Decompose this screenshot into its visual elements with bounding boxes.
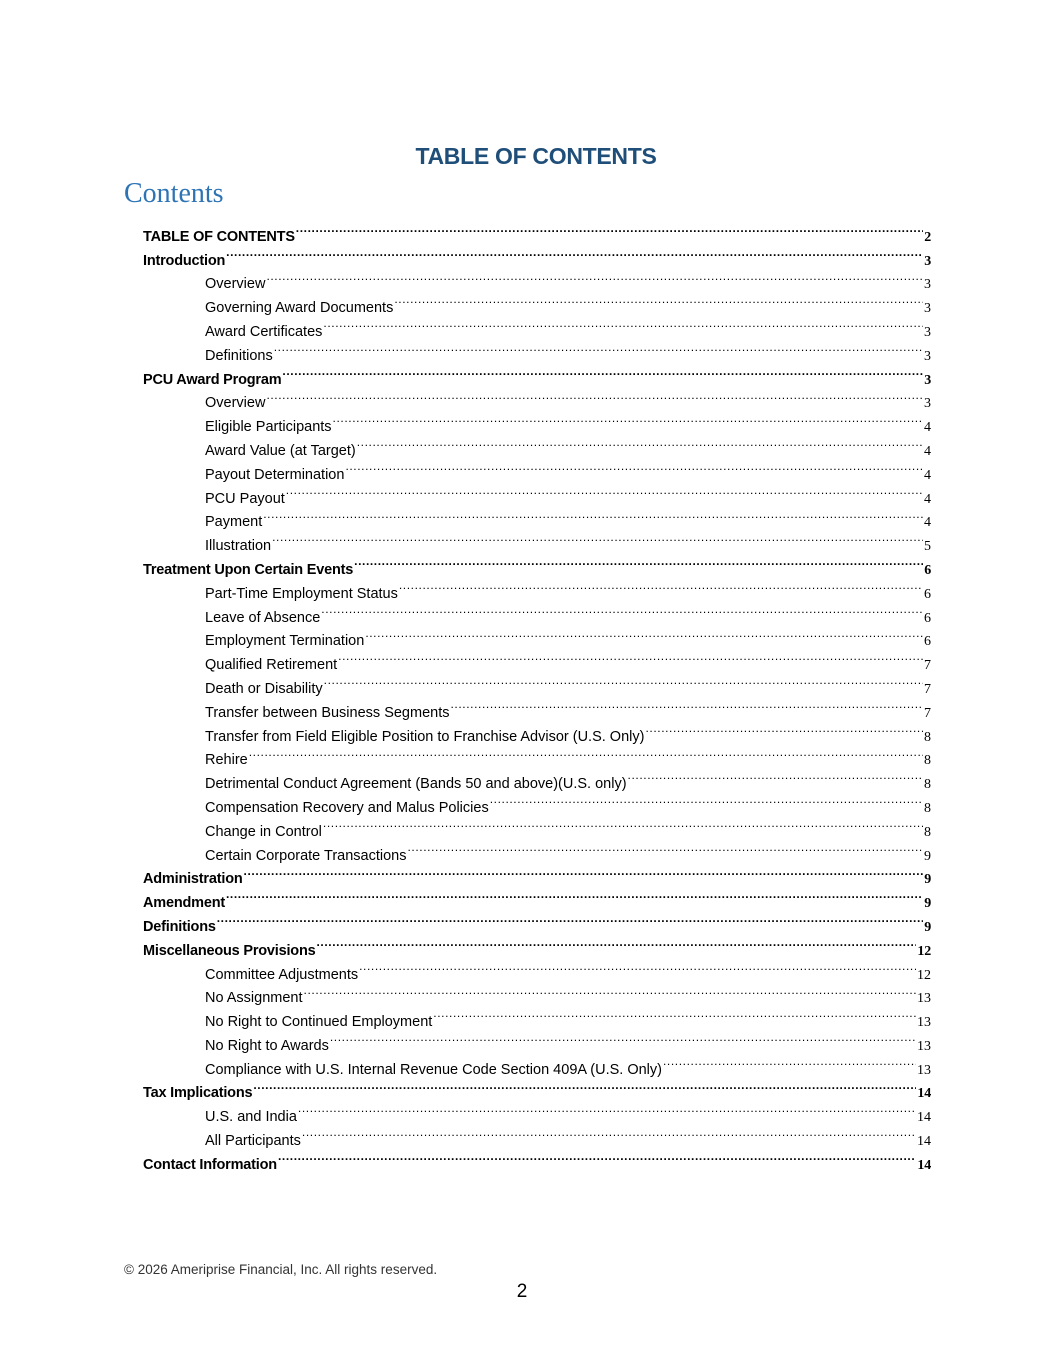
dot-leader	[253, 1074, 916, 1098]
toc-entry-title[interactable]: Change in Control	[205, 823, 322, 840]
toc-entry-title[interactable]: TABLE OF CONTENTS	[143, 228, 295, 245]
dot-leader	[323, 812, 923, 836]
toc-entry-title[interactable]: Part-Time Employment Status	[205, 585, 398, 602]
dot-leader	[317, 931, 917, 955]
toc-entry-title[interactable]: All Participants	[205, 1133, 301, 1150]
toc-entry-title[interactable]: Qualified Retirement	[205, 657, 338, 674]
toc-section-entry[interactable]	[143, 241, 931, 269]
toc-page-number: 4	[924, 443, 931, 459]
toc-page-number: 6	[924, 586, 931, 602]
toc-page-number: 3	[924, 277, 931, 293]
toc-entry-title[interactable]: Definitions	[143, 918, 216, 935]
toc-page-number: 3	[924, 372, 931, 388]
page-number: 2	[516, 1281, 528, 1302]
toc-entry-title[interactable]: Detrimental Conduct Agreement (Bands 50 and above)(U.S. only)	[205, 776, 627, 793]
toc-section-entry[interactable]	[143, 931, 931, 959]
toc-entry-title[interactable]: Certain Corporate Transactions	[205, 847, 407, 864]
toc-page-number: 3	[924, 301, 931, 317]
toc-page-number: 14	[917, 1086, 931, 1102]
toc-subsection-entry[interactable]	[205, 384, 931, 412]
dot-leader	[628, 764, 923, 788]
table-of-contents	[0, 217, 1055, 1173]
dot-leader	[399, 574, 923, 598]
toc-page-number: 8	[924, 753, 931, 769]
toc-entry-title[interactable]: Transfer between Business Segments	[205, 704, 450, 721]
dot-leader	[298, 1097, 916, 1121]
toc-entry-title[interactable]: Overview	[205, 276, 266, 293]
toc-entry-title[interactable]: Rehire	[205, 752, 248, 769]
copyright-notice: © 2026 Ameriprise Financial, Inc. All rights reserved.	[124, 1262, 438, 1277]
dot-leader	[365, 622, 923, 646]
toc-entry-title[interactable]: Contact Information	[143, 1156, 277, 1173]
toc-entry-title[interactable]: Tax Implications	[143, 1085, 253, 1102]
toc-section-entry[interactable]	[143, 907, 931, 935]
toc-page-number: 3	[924, 253, 931, 269]
dot-leader	[333, 407, 923, 431]
toc-entry-title[interactable]: Amendment	[143, 895, 225, 912]
toc-entry-title[interactable]: Overview	[205, 395, 266, 412]
toc-page-number: 13	[917, 1038, 931, 1054]
toc-entry-title[interactable]: No Right to Continued Employment	[205, 1014, 433, 1031]
toc-page-number: 9	[924, 872, 931, 888]
toc-page-number: 9	[924, 848, 931, 864]
toc-page-number: 12	[917, 967, 931, 983]
dot-leader	[244, 860, 924, 884]
toc-page-number: 8	[924, 729, 931, 745]
dot-leader	[302, 1121, 916, 1145]
dot-leader	[330, 1026, 916, 1050]
toc-subsection-entry[interactable]	[205, 265, 931, 293]
dot-leader	[324, 669, 923, 693]
dot-leader	[263, 503, 923, 527]
toc-entry-title[interactable]: No Right to Awards	[205, 1037, 329, 1054]
dot-leader	[354, 550, 923, 574]
toc-entry-title[interactable]: Employment Termination	[205, 633, 365, 650]
toc-section-entry[interactable]	[143, 860, 931, 888]
toc-entry-title[interactable]: Compliance with U.S. Internal Revenue Code Section 409A (U.S. Only)	[205, 1061, 662, 1078]
toc-subsection-entry[interactable]	[205, 764, 931, 793]
toc-section-entry[interactable]	[143, 1074, 931, 1102]
toc-page-number: 4	[924, 420, 931, 436]
dot-leader	[304, 979, 916, 1003]
dot-leader	[433, 1002, 916, 1026]
toc-page-number: 13	[917, 1015, 931, 1031]
dot-leader	[278, 1145, 916, 1169]
toc-entry-title[interactable]: Introduction	[143, 252, 226, 269]
page-title: TABLE OF CONTENTS	[415, 143, 657, 170]
dot-leader	[338, 645, 923, 669]
toc-subsection-entry[interactable]	[205, 1002, 931, 1031]
toc-entry-title[interactable]: Payment	[205, 514, 263, 531]
dot-leader	[217, 907, 923, 931]
toc-subsection-entry[interactable]	[205, 336, 931, 364]
toc-entry-title[interactable]: Governing Award Documents	[205, 300, 394, 317]
dot-leader	[274, 336, 923, 360]
toc-page-number: 8	[924, 824, 931, 840]
dot-leader	[663, 1050, 916, 1074]
toc-entry-title[interactable]: Leave of Absence	[205, 609, 321, 626]
dot-leader	[272, 526, 923, 550]
toc-page-number: 9	[924, 919, 931, 935]
toc-page-number: 12	[917, 943, 931, 959]
toc-subsection-entry[interactable]	[205, 1097, 931, 1126]
toc-page-number: 7	[924, 681, 931, 697]
toc-subsection-entry[interactable]	[205, 526, 931, 555]
dot-leader	[226, 241, 923, 265]
dot-leader	[321, 598, 923, 622]
dot-leader	[286, 479, 923, 503]
toc-entry-title[interactable]: Administration	[143, 871, 243, 888]
toc-page-number: 6	[924, 562, 931, 578]
toc-page-number: 9	[924, 896, 931, 912]
dot-leader	[408, 836, 924, 860]
toc-page-number: 14	[917, 1157, 931, 1173]
toc-page-number: 4	[924, 491, 931, 507]
toc-subsection-entry[interactable]	[205, 479, 931, 507]
toc-page-number: 2	[924, 229, 931, 245]
toc-page-number: 3	[924, 396, 931, 412]
toc-subsection-entry[interactable]	[205, 979, 931, 1007]
toc-entry-title[interactable]: Treatment Upon Certain Events	[143, 561, 354, 578]
toc-entry-title[interactable]: Transfer from Field Eligible Position to Franchise Advisor (U.S. Only)	[205, 728, 645, 745]
toc-page-number: 8	[924, 777, 931, 793]
toc-entry-title[interactable]: Definitions	[205, 347, 273, 364]
toc-page-number: 13	[917, 1062, 931, 1078]
toc-page-number: 3	[924, 348, 931, 364]
toc-entry-title[interactable]: Award Certificates	[205, 323, 323, 340]
toc-entry-title[interactable]: Miscellaneous Provisions	[143, 942, 316, 959]
toc-subsection-entry[interactable]	[205, 741, 931, 769]
toc-entry-title[interactable]: Death or Disability	[205, 680, 323, 697]
toc-entry-title[interactable]: PCU Award Program	[143, 371, 282, 388]
toc-page-number: 6	[924, 610, 931, 626]
dot-leader	[394, 288, 923, 312]
toc-section-entry[interactable]	[143, 883, 931, 912]
toc-section-entry[interactable]	[143, 217, 931, 245]
toc-subsection-entry[interactable]	[205, 288, 931, 317]
toc-entry-title[interactable]: Eligible Participants	[205, 419, 332, 436]
contents-heading: Contents	[124, 178, 224, 209]
toc-page-number: 6	[924, 634, 931, 650]
dot-leader	[249, 741, 923, 765]
dot-leader	[323, 312, 923, 336]
toc-page-number: 4	[924, 515, 931, 531]
dot-leader	[450, 693, 923, 717]
toc-entry-title[interactable]: Payout Determination	[205, 466, 345, 483]
toc-entry-title[interactable]: Compensation Recovery and Malus Policies	[205, 799, 489, 816]
toc-page-number: 8	[924, 800, 931, 816]
toc-page-number: 3	[924, 324, 931, 340]
toc-page-number: 14	[917, 1134, 931, 1150]
dot-leader	[266, 384, 923, 408]
toc-page-number: 14	[917, 1110, 931, 1126]
toc-entry-title[interactable]: U.S. and India	[205, 1109, 297, 1126]
dot-leader	[345, 455, 923, 479]
toc-subsection-entry[interactable]	[205, 1121, 931, 1150]
dot-leader	[359, 955, 916, 979]
dot-leader	[645, 717, 923, 741]
toc-page-number: 7	[924, 658, 931, 674]
toc-page-number: 13	[917, 991, 931, 1007]
toc-entry-title[interactable]: No Assignment	[205, 990, 303, 1007]
dot-leader	[357, 431, 923, 455]
dot-leader	[296, 217, 923, 241]
toc-page-number: 7	[924, 705, 931, 721]
toc-subsection-entry[interactable]	[205, 407, 931, 436]
toc-page-number: 5	[924, 539, 931, 555]
toc-entry-title[interactable]: Committee Adjustments	[205, 966, 359, 983]
toc-entry-title[interactable]: Award Value (at Target)	[205, 442, 356, 459]
toc-entry-title[interactable]: PCU Payout	[205, 490, 285, 507]
dot-leader	[490, 788, 923, 812]
dot-leader	[282, 360, 923, 384]
dot-leader	[266, 265, 923, 289]
dot-leader	[226, 883, 923, 907]
toc-entry-title[interactable]: Illustration	[205, 538, 272, 555]
toc-subsection-entry[interactable]	[205, 503, 931, 531]
toc-page-number: 4	[924, 467, 931, 483]
